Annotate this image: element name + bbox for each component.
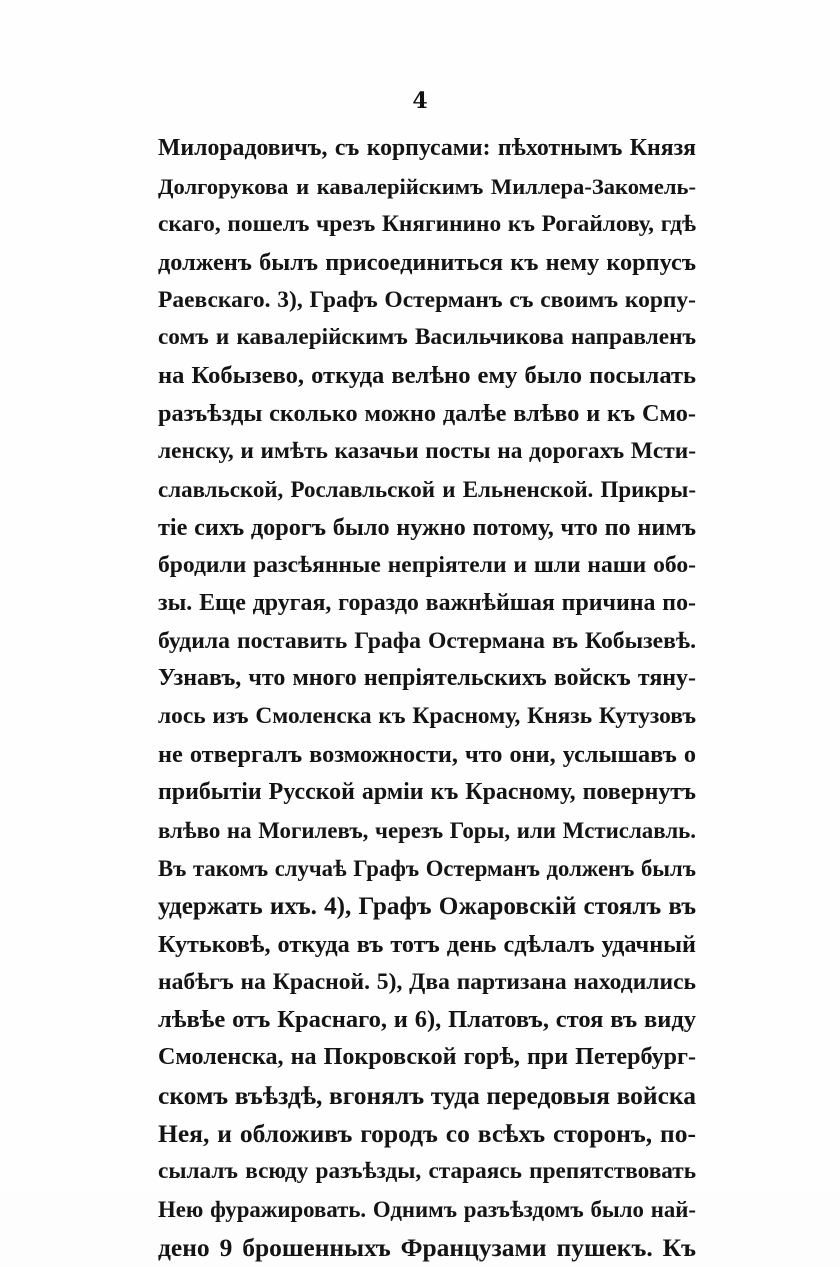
text-line: долженъ былъ присоединиться къ нему корпусъ bbox=[158, 248, 696, 276]
text-line: прибытіи Русской арміи къ Красному, повернутъ bbox=[158, 779, 696, 806]
body-text bbox=[158, 130, 696, 1267]
text-line: Смоленска, на Покровской горѣ, при Петербург- bbox=[158, 1044, 696, 1071]
page-number: 4 bbox=[412, 88, 428, 114]
text-line: влѣво на Могилевъ, черезъ Горы, или Мстиславль. bbox=[158, 818, 696, 844]
text-line: сомъ и кавалерійскимъ Васильчикова направленъ bbox=[158, 324, 696, 351]
text-line: скаго, пошелъ чрезъ Княгинино къ Рогайлову, гдѣ bbox=[158, 210, 696, 237]
text-line: Нею фуражировать. Однимъ разъѣздомъ было най- bbox=[158, 1196, 696, 1222]
text-line: Въ такомъ случаѣ Графъ Остерманъ долженъ былъ bbox=[158, 855, 696, 881]
text-line: Раевскаго. 3), Графъ Остерманъ съ своимъ корпу- bbox=[158, 286, 696, 313]
text-line: лось изъ Смоленска къ Красному, Князь Кутузовъ bbox=[158, 703, 696, 730]
text-line: бродили разсѣянные непріятели и шли наши обо- bbox=[158, 551, 696, 578]
text-line: скомъ въѣздѣ, вгонялъ туда передовыя войска bbox=[158, 1081, 696, 1111]
text-line: набѣгъ на Красной. 5), Два партизана находились bbox=[158, 968, 696, 995]
text-line: дено 9 брошенныхъ Французами пушекъ. Къ bbox=[158, 1232, 696, 1262]
text-line: Кутьковѣ, откуда въ тотъ день сдѣлалъ удачный bbox=[158, 930, 696, 958]
text-line: славльской, Рославльской и Ельненской. Прикры- bbox=[158, 477, 696, 503]
text-line: Долгорукова и кавалерійскимъ Миллера-Закомель- bbox=[158, 173, 696, 199]
text-line: тіе сихъ дорогъ было нужно потому, что по нимъ bbox=[158, 513, 696, 541]
text-line: разъѣзды сколько можно далѣе влѣво и къ Смо- bbox=[158, 400, 696, 428]
text-line: удержать ихъ. 4), Графъ Ожаровскій стоялъ въ bbox=[158, 892, 696, 920]
text-line: не отвергалъ возможности, что они, услышавъ о bbox=[158, 741, 696, 769]
text-line: Нея, и обложивъ городъ со всѣхъ сторонъ, по- bbox=[158, 1119, 696, 1149]
text-line: на Кобызево, откуда велѣно ему было посылать bbox=[158, 362, 696, 390]
text-line: будила поставить Графа Остермана въ Кобызевѣ. bbox=[158, 627, 696, 654]
text-line: ленску, и имѣть казачьи посты на дорогахъ Мсти- bbox=[158, 438, 696, 465]
text-line: зы. Еще другая, гораздо важнѣйшая причина по- bbox=[158, 589, 696, 616]
text-line: Узнавъ, что много непріятельскихъ войскъ тяну- bbox=[158, 665, 696, 692]
text-line: лѣвѣе отъ Краснаго, и 6), Платовъ, стоя въ виду bbox=[158, 1006, 696, 1034]
text-line: Милорадовичъ, съ корпусами: пѣхотнымъ Князя bbox=[158, 135, 696, 161]
text-line: сылалъ всюду разъѣзды, стараясь препятствовать bbox=[158, 1158, 696, 1185]
